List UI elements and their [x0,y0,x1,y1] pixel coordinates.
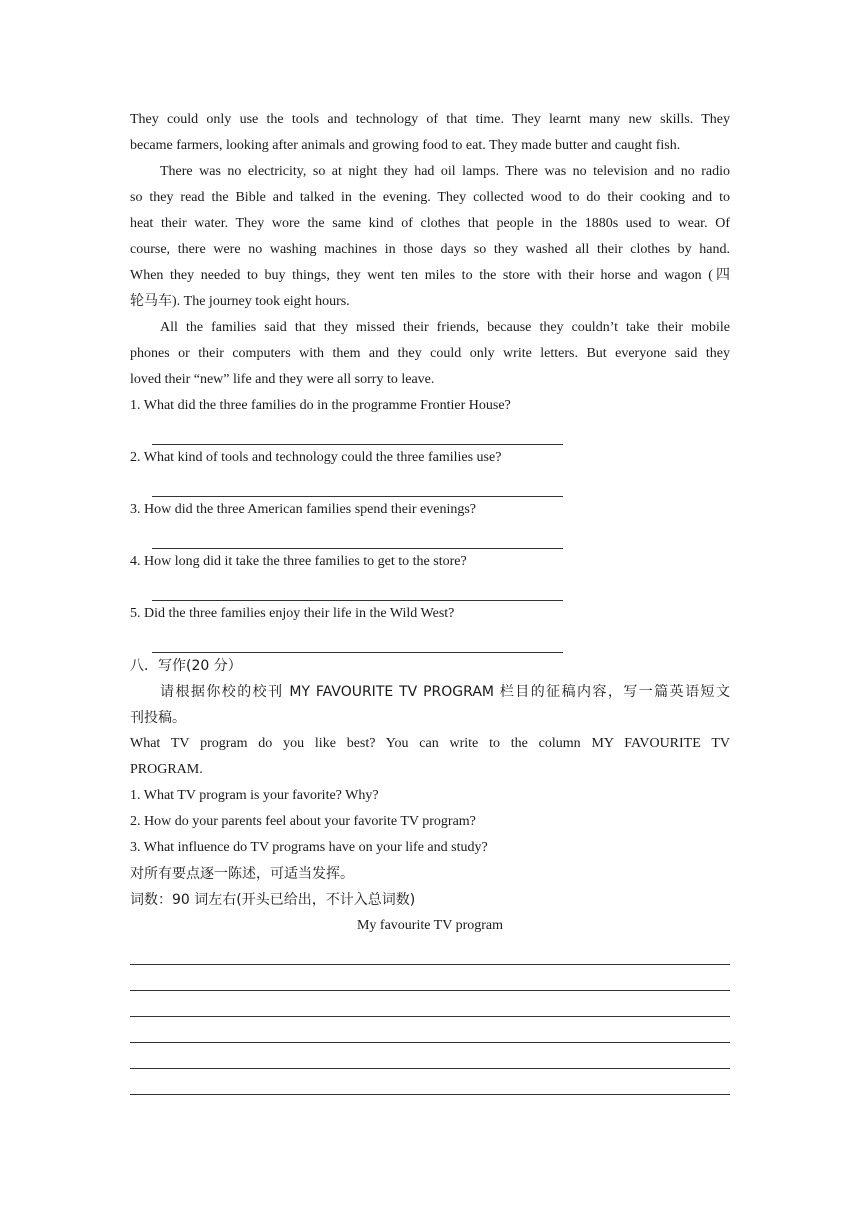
question-text: 2. What kind of tools and technology could the three families use? [130,450,502,465]
passage-paragraph-3 [130,315,730,393]
writing-section [130,653,730,1095]
writing-note: 对所有要点逐一陈述，可适当发挥。 [130,866,354,882]
section-heading: 八．写作(20 分） [130,658,242,674]
passage-paragraph-2 [130,159,730,315]
answer-field[interactable] [130,575,730,601]
writing-line[interactable] [130,965,730,991]
writing-prompt: What TV program do you like best? You can write to the column MY FAVOURITE TV [130,736,730,751]
text-line: so they read the Bible and talked in the evening. They collected wood to do their cooking and to [130,190,730,205]
text-line: 轮马车). The journey took eight hours. [130,294,350,309]
writing-line[interactable] [130,1017,730,1043]
writing-line[interactable] [130,1043,730,1069]
writing-intro: 请根据你校的校刊 MY FAVOURITE TV PROGRAM 栏目的征稿内容，写一篇英语短文 [160,684,730,700]
text-line: phones or their computers with them and they could only write letters. But everyone said they [130,346,730,361]
text-line: loved their “new” life and they were all sorry to leave. [130,372,435,387]
question-text: 3. How did the three American families spend their evenings? [130,502,477,517]
question-text: 4. How long did it take the three families to get to the store? [130,554,467,569]
essay-title: My favourite TV program [356,918,504,933]
question-text: 1. What did the three families do in the programme Frontier House? [130,398,511,413]
passage-paragraph-1 [130,107,730,159]
page-content [130,107,730,1095]
text-line: All the families said that they missed their friends, because they couldn’t take their mobile [160,320,730,335]
writing-point: 2. How do your parents feel about your favorite TV program? [130,814,476,829]
answer-field[interactable] [130,627,730,653]
word-count-note: 词数：90 词左右(开头已给出，不计入总词数) [130,892,416,908]
text-line: course, there were no washing machines in those days so they washed all their clothes by hand. [130,242,730,257]
question-list [130,393,730,653]
answer-field[interactable] [130,419,730,445]
writing-line[interactable] [130,991,730,1017]
writing-line[interactable] [130,939,730,965]
text-line: When they needed to buy things, they went ten miles to the store with their horse and wagon (四 [130,268,730,283]
writing-prompt: PROGRAM. [130,762,203,777]
text-line: heat their water. They wore the same kind of clothes that people in the 1880s used to wear. Of [130,216,730,231]
question-text: 5. Did the three families enjoy their life in the Wild West? [130,606,455,621]
answer-field[interactable] [130,523,730,549]
writing-intro: 刊投稿。 [130,710,186,726]
writing-point: 3. What influence do TV programs have on your life and study? [130,840,488,855]
text-line: became farmers, looking after animals and growing food to eat. They made butter and caught fish. [130,138,681,153]
text-line: They could only use the tools and technology of that time. They learnt many new skills. They [130,112,730,127]
writing-line[interactable] [130,1069,730,1095]
answer-field[interactable] [130,471,730,497]
writing-point: 1. What TV program is your favorite? Why? [130,788,379,803]
text-line: There was no electricity, so at night they had oil lamps. There was no television and no radio [160,164,730,179]
